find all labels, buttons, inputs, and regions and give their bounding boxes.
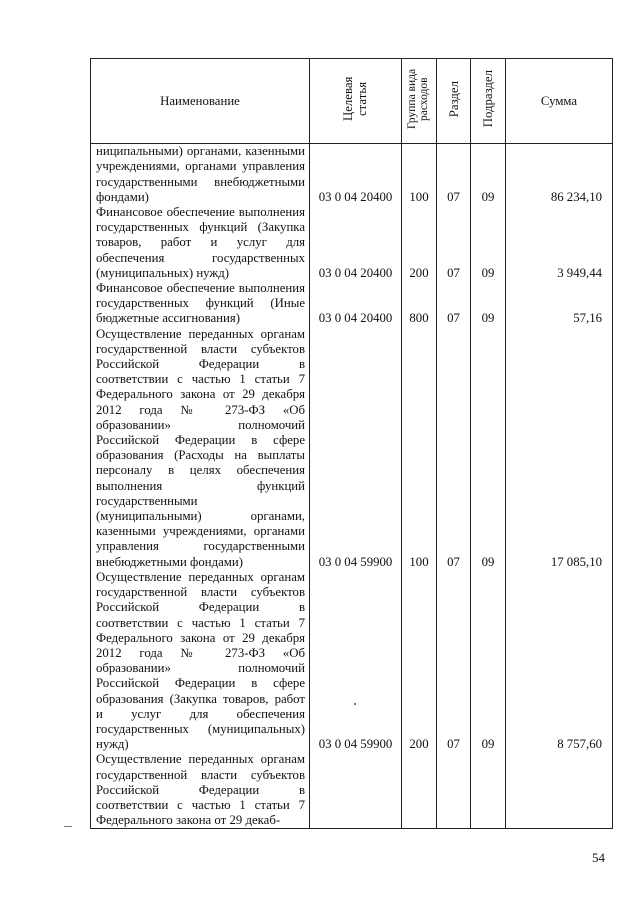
row-article: 03 0 04 59900 bbox=[310, 327, 402, 570]
row-group: 100 bbox=[402, 327, 437, 570]
row-article: 03 0 04 20400 bbox=[310, 281, 402, 327]
header-name: Наименование bbox=[91, 59, 310, 144]
row-section: 07 bbox=[437, 205, 471, 281]
row-subsection: 09 bbox=[471, 144, 506, 205]
row-name: Осуществление переданных органам государственной власти субъектов Российской Федерации в соответствии с частью 1 статьи 7 Федерального закона от 29 декабря 2012 года № 273-ФЗ «Об образовании» полномочий Российской Федерации в сфере образования (Закупка товаров, работ и услуг для обеспечения государственных (муниципальных) нужд) bbox=[91, 570, 310, 752]
row-section: 07 bbox=[437, 570, 471, 752]
row-amount: 86 234,10 bbox=[506, 144, 613, 205]
scan-dot bbox=[354, 703, 356, 705]
row-name: Финансовое обеспечение выполнения государственных функций (Закупка товаров, работ и услуг для обеспечения государственных (муниципальных) нужд) bbox=[91, 205, 310, 281]
scan-mark bbox=[64, 826, 72, 827]
table-row bbox=[91, 144, 613, 205]
table-row bbox=[91, 281, 613, 327]
page-number: 54 bbox=[592, 850, 605, 865]
row-group: 100 bbox=[402, 144, 437, 205]
row-section: 07 bbox=[437, 281, 471, 327]
row-subsection: 09 bbox=[471, 570, 506, 752]
table-header bbox=[91, 59, 613, 144]
header-target-article: Целевая статья bbox=[310, 59, 402, 144]
table-row bbox=[91, 752, 613, 829]
row-amount bbox=[506, 752, 613, 829]
row-group: 800 bbox=[402, 281, 437, 327]
table-row bbox=[91, 327, 613, 570]
row-article: 03 0 04 20400 bbox=[310, 144, 402, 205]
row-section: 07 bbox=[437, 144, 471, 205]
row-name: Финансовое обеспечение выполнения государственных функций (Иные бюджетные ассигнования) bbox=[91, 281, 310, 327]
header-expense-group: Группа вида расходов bbox=[402, 59, 437, 144]
row-section bbox=[437, 752, 471, 829]
budget-table bbox=[90, 58, 613, 829]
row-amount: 57,16 bbox=[506, 281, 613, 327]
header-amount: Сумма bbox=[506, 59, 613, 144]
row-amount: 8 757,60 bbox=[506, 570, 613, 752]
row-group: 200 bbox=[402, 205, 437, 281]
table-row bbox=[91, 205, 613, 281]
row-section: 07 bbox=[437, 327, 471, 570]
table-row bbox=[91, 570, 613, 752]
row-article: 03 0 04 59900 bbox=[310, 570, 402, 752]
row-article bbox=[310, 752, 402, 829]
row-subsection: 09 bbox=[471, 281, 506, 327]
row-subsection bbox=[471, 752, 506, 829]
header-section: Раздел bbox=[437, 59, 471, 144]
row-amount: 17 085,10 bbox=[506, 327, 613, 570]
row-article: 03 0 04 20400 bbox=[310, 205, 402, 281]
row-group: 200 bbox=[402, 570, 437, 752]
row-name: Осуществление переданных органам государственной власти субъектов Российской Федерации в соответствии с частью 1 статьи 7 Федерального закона от 29 декаб- bbox=[91, 752, 310, 829]
row-group bbox=[402, 752, 437, 829]
row-name: Осуществление переданных органам государственной власти субъектов Российской Федерации в соответствии с частью 1 статьи 7 Федерального закона от 29 декабря 2012 года № 273-ФЗ «Об образовании» полномочий Российской Федерации в сфере образования (Расходы на выплаты персоналу в целях обеспечения выполнения функций государственными (муниципальными) органами, казенными учреждениями, органами управления государственными внебюджетными фондами) bbox=[91, 327, 310, 570]
row-subsection: 09 bbox=[471, 327, 506, 570]
row-name: ниципальными) органами, казенными учреждениями, органами управления государственными внебюджетными фондами) bbox=[91, 144, 310, 205]
row-amount: 3 949,44 bbox=[506, 205, 613, 281]
header-subsection: Подраздел bbox=[471, 59, 506, 144]
row-subsection: 09 bbox=[471, 205, 506, 281]
